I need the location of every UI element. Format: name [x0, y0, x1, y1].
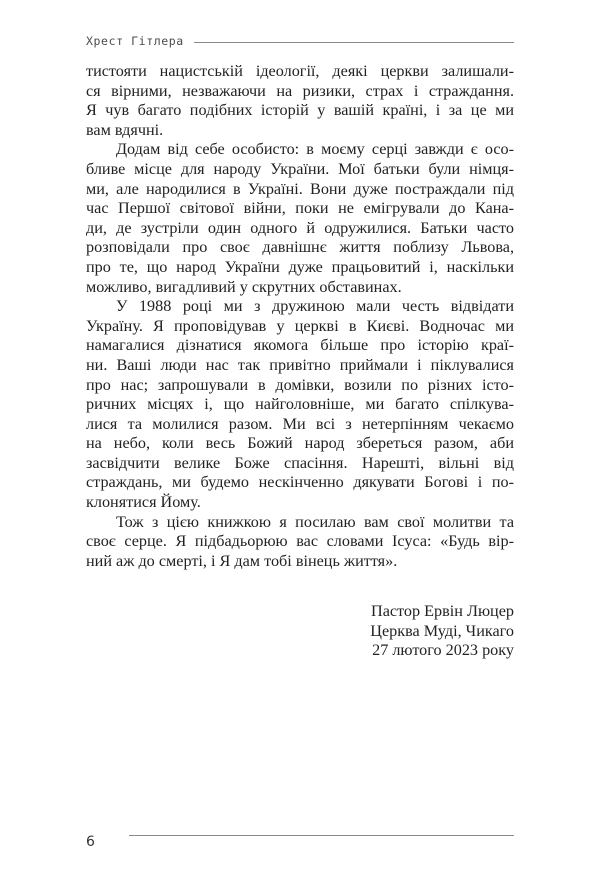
text-line: страждань, ми будемо нескінченно дякувати Богові і по- [86, 473, 514, 492]
signature-block [370, 602, 514, 661]
paragraph-4 [86, 513, 514, 572]
text-line: клонятися Йому. [86, 493, 201, 512]
text-line: У 1988 році ми з дружиною мали честь відвідати [116, 297, 514, 316]
text-line: ся вірними, незважаючи на ризики, страх і страждання. [86, 81, 514, 100]
text-line: Україну. Я проповідував у церкві в Києві. Водночас ми [86, 316, 514, 335]
signature-name: Пастор Ервін Люцер [371, 602, 514, 620]
text-line: Я чув багато подібних історій у вашій країні, і за це ми [86, 101, 514, 120]
text-line: час Першої світової війни, поки не емігрували до Кана- [86, 199, 514, 218]
text-line: своє серце. Я підбадьорюю вас словами Ісуса: «Будь вір- [86, 532, 514, 551]
text-line: намагалися дізнатися якомога більше про історію краї- [86, 336, 514, 355]
text-line: ни. Ваші люди нас так привітно приймали і піклувалися [86, 355, 514, 374]
text-line: Тож з цією книжкою я посилаю вам свої молитви та [116, 512, 514, 531]
text-line: ричних місцях і, що найголовніше, ми багато спілкува- [86, 395, 514, 414]
page-footer [86, 832, 514, 852]
text-line: про нас; запрошували в домівки, возили по різних істо- [86, 375, 514, 394]
text-line: бливе місце для народу України. Мої батьки були німця- [86, 159, 514, 178]
text-line: засвідчити велике Боже спасіння. Нарешті, вільні від [86, 453, 514, 472]
page-number: 6 [86, 834, 95, 850]
paragraph-1 [86, 62, 514, 140]
text-line: можливо, вигадливий у скрутних обставинах. [86, 277, 402, 296]
running-head-title: Хрест Гітлера [86, 34, 184, 48]
body-text [86, 62, 514, 571]
signature-date: 27 лютого 2023 року [372, 641, 514, 660]
text-line: про те, що народ України дуже працьовитий і, наскільки [86, 257, 514, 276]
text-line: ди, де зустріли один одного й одружилися. Батьки часто [86, 218, 514, 237]
text-line: лися та молилися разом. Ми всі з нетерпінням чекаємо [86, 414, 514, 433]
text-line: вам вдячні. [86, 120, 164, 139]
text-line: ми, але народилися в Україні. Вони дуже постраждали під [86, 179, 514, 198]
signature-church: Церква Муді, Чикаго [370, 621, 514, 640]
text-line: ний аж до смерті, і Я дам тобі вінець життя». [86, 551, 398, 570]
footer-rule-divider [129, 835, 514, 836]
text-line: Додам від себе особисто: в моєму серці завжди є осо- [116, 140, 514, 159]
text-line: тистояти нацистській ідеології, деякі церкви залишали- [86, 62, 514, 80]
text-line: на небо, коли весь Божий народ збереться разом, аби [86, 434, 514, 453]
header-rule-divider [194, 42, 514, 43]
text-line: розповідали про своє давнішнє життя поблизу Львова, [86, 238, 514, 257]
paragraph-2 [86, 140, 514, 297]
running-head [86, 33, 514, 49]
paragraph-3 [86, 297, 514, 513]
